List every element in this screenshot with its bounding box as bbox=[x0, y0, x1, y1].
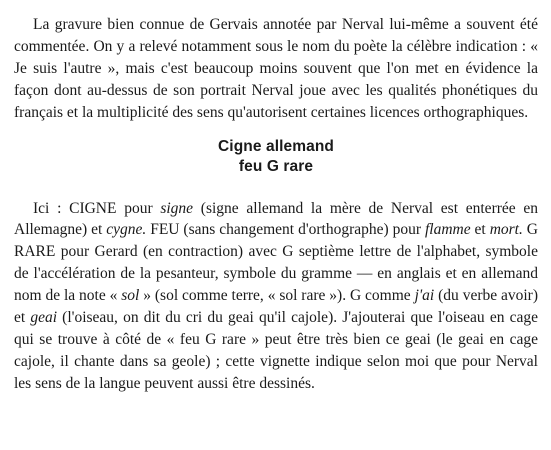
italic-word: mort. bbox=[489, 221, 523, 239]
text-run: » (sol comme terre, « sol rare »). G comme bbox=[139, 287, 415, 305]
text-run: Ici : CIGNE pour bbox=[33, 199, 161, 217]
paragraph-spacer bbox=[14, 177, 538, 198]
analysis-paragraph bbox=[14, 198, 538, 395]
text-run: FEU (sans changement d'orthographe) pour bbox=[146, 221, 425, 239]
text-run: (signe allemand la mère de Nerval est enterrée en Allemagne) et bbox=[14, 199, 539, 239]
italic-word: cygne. bbox=[106, 221, 147, 239]
document-page bbox=[14, 14, 538, 395]
inscription-line-2: feu G rare bbox=[238, 157, 314, 175]
italic-word: signe bbox=[160, 199, 194, 217]
inscription-line-1: Cigne allemand bbox=[218, 137, 334, 155]
text-run: (du verbe avoir) et bbox=[14, 287, 539, 327]
engraving-inscription bbox=[14, 137, 538, 177]
text-run: et bbox=[470, 221, 490, 239]
italic-word: flamme bbox=[424, 221, 471, 239]
text-run: (l'oiseau, on dit du cri du geai qu'il cajole). J'ajouterai que l'oiseau en cage qui se trouve à côté de « feu G rare » peut être très bien ce geai (le geai en cage cajole, il chante dans sa geole) ; cette vignette indique selon moi que pour Nerval les sens de la langue peuvent aussi être dessinés. bbox=[14, 309, 539, 392]
text-run: G RARE pour Gerard (en contraction) avec G septième lettre de l'alphabet, symbole de l'accélération de la pesanteur, symbole du gramme — en anglais et en allemand nom de la note « bbox=[14, 221, 538, 305]
italic-word: geai bbox=[30, 309, 58, 327]
italic-word: sol bbox=[121, 287, 140, 305]
italic-word: j'ai bbox=[414, 287, 435, 305]
intro-paragraph: La gravure bien connue de Gervais annotée par Nerval lui-même a souvent été commentée. On y a relevé notamment sous le nom du poète la célèbre indication : « Je suis l'autre », mais c'est beaucoup moins souvent que l'on met en évidence la façon dont au-dessus de son portrait Nerval joue avec les qualités phonétiques du français et la multiplicité des sens qu'autorisent certaines licences orthographiques. bbox=[14, 16, 538, 121]
